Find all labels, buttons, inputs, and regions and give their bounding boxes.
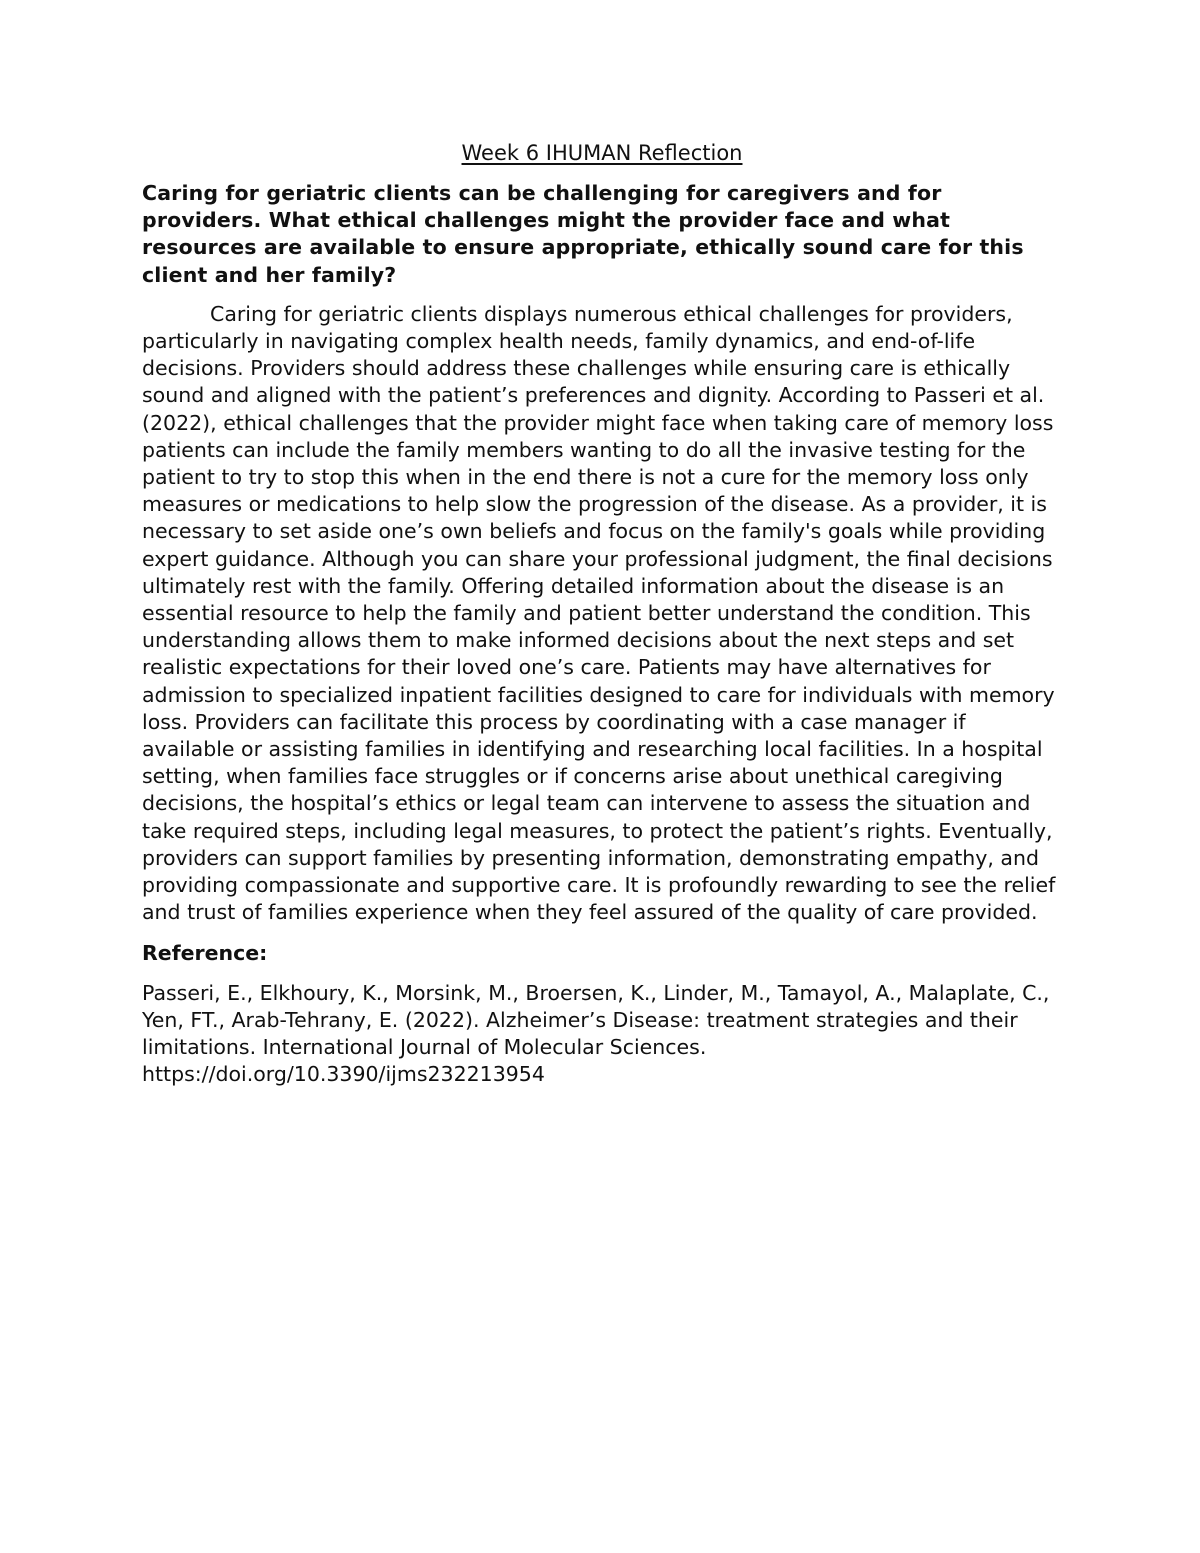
reflection-paragraph: Caring for geriatric clients displays numerous ethical challenges for providers, particularly in navigating complex health needs, family dynamics, and end-of-life decisions. Providers should address these challenges while ensuring care is ethically sound and aligned with the patient’s preferences and dignity. According to Passeri et al. (2022), ethical challenges that the provider might face when taking care of memory loss patients can include the family members wanting to do all the invasive testing for the patient to try to stop this when in the end there is not a cure for the memory loss only measures or medications to help slow the progression of the disease. As a provider, it is necessary to set aside one’s own beliefs and focus on the family's goals while providing expert guidance. Although you can share your professional judgment, the final decisions ultimately rest with the family. Offering detailed information about the disease is an essential resource to help the family and patient better understand the condition. This understanding allows them to make informed decisions about the next steps and set realistic expectations for their loved one’s care. Patients may have alternatives for admission to specialized inpatient facilities designed to care for individuals with memory loss. Providers can facilitate this process by coordinating with a case manager if available or assisting families in identifying and researching local facilities. In a hospital setting, when families face struggles or if concerns arise about unethical caregiving decisions, the hospital’s ethics or legal team can intervene to assess the situation and take required steps, including legal measures, to protect the patient’s rights. Eventually, providers can support families by presenting information, demonstrating empathy, and providing compassionate and supportive care. It is profoundly rewarding to see the relief and trust of families experience when they feel assured of the quality of care provided.: [142, 301, 1056, 925]
reference-citation: Passeri, E., Elkhoury, K., Morsink, M., Broersen, K., Linder, M., Tamayol, A., Malaplate, C., Yen, FT., Arab-Tehrany, E. (2022). Alzheimer’s Disease: treatment strategies and their limitations. International Journal of Molecular Sciences. https://doi.org/10.3390/ijms232213954: [142, 980, 1050, 1087]
reference-heading: Reference:: [142, 941, 268, 966]
prompt-question: Caring for geriatric clients can be challenging for caregivers and for providers. What ethical challenges might the provider face and what resources are available to ensure appropriate, ethically sound care for this client and her family?: [142, 181, 1024, 287]
document-title: Week 6 IHUMAN Reflection: [461, 141, 743, 165]
document-content: [142, 138, 1062, 1089]
